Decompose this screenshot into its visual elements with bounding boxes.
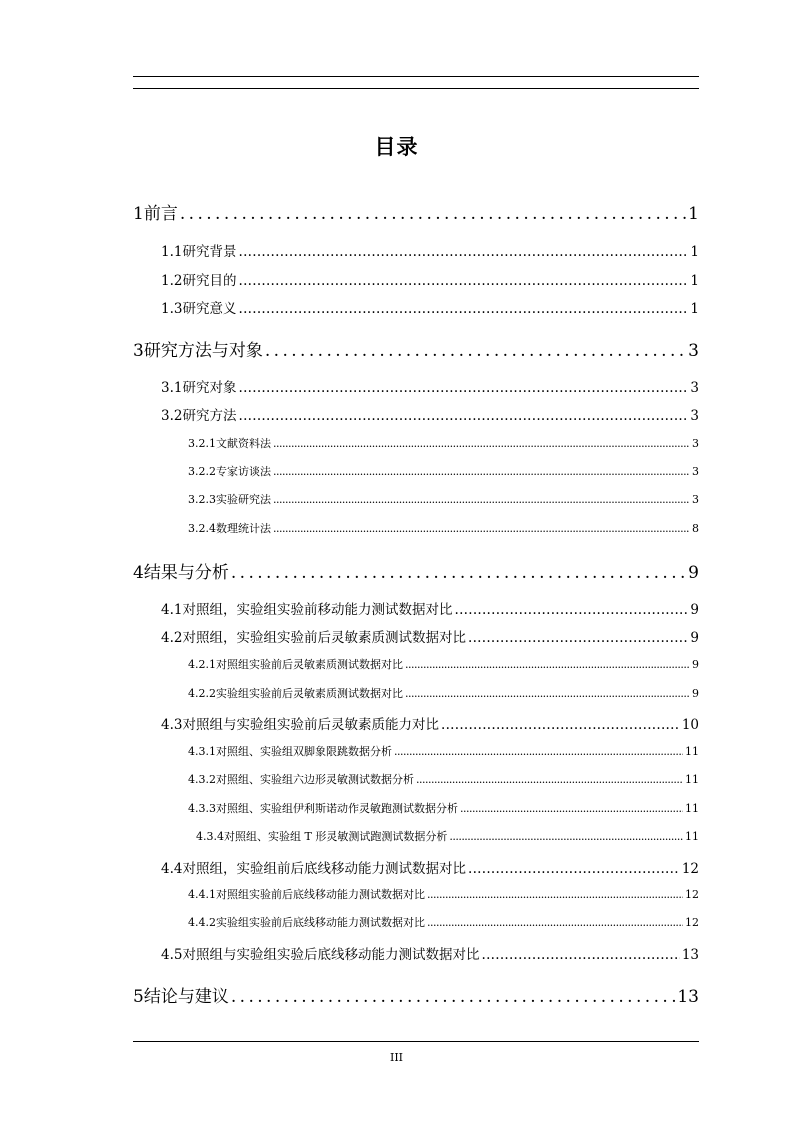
toc-entry-1-3[interactable] xyxy=(161,297,699,317)
toc-entry-number: 1.2 xyxy=(161,273,183,289)
toc-entry-title: 研究背景 xyxy=(182,244,237,260)
toc-entry-title: 对照组与实验组实验前后灵敏素质能力对比 xyxy=(182,717,439,733)
toc-entry-title: 研究意义 xyxy=(182,301,237,317)
toc-entry-number: 3 xyxy=(133,341,144,361)
page-number: III xyxy=(389,1051,404,1064)
toc-entry-page: 3 xyxy=(688,341,699,361)
toc-entry-title: 对照组与实验组实验后底线移动能力测试数据对比 xyxy=(182,947,480,963)
toc-entry-page: 11 xyxy=(685,802,699,815)
toc-entry-title: 对照组、实验组双脚象限跳数据分析 xyxy=(216,745,392,758)
page-title: 目录 xyxy=(374,134,419,159)
toc-entry-number: 4.3.4 xyxy=(196,830,224,843)
toc-entry-number: 3.2.2 xyxy=(188,465,216,478)
toc-entry-page: 11 xyxy=(685,830,699,843)
toc-entry-page: 11 xyxy=(685,745,699,758)
toc-entry-title: 实验组实验前后底线移动能力测试数据对比 xyxy=(216,916,425,929)
toc-entry-3-2-2[interactable] xyxy=(188,463,699,481)
toc-entry-page: 9 xyxy=(690,602,699,618)
toc-entry-number: 5 xyxy=(133,987,144,1007)
toc-entry-title: 数理统计法 xyxy=(216,522,271,535)
toc-dot-leader xyxy=(273,437,690,450)
toc-entry-page: 12 xyxy=(685,916,699,929)
toc-entry-number: 4.4.1 xyxy=(188,888,216,901)
toc-dot-leader xyxy=(454,602,688,618)
toc-dot-leader xyxy=(405,658,690,671)
toc-entry-number: 1 xyxy=(133,204,144,224)
toc-dot-leader xyxy=(427,916,683,929)
toc-entry-page: 8 xyxy=(692,522,699,535)
toc-entry-1-2[interactable] xyxy=(161,269,699,289)
toc-dot-leader xyxy=(238,380,688,396)
toc-entry-3-2[interactable] xyxy=(161,404,699,424)
toc-dot-leader xyxy=(273,522,690,535)
toc-entry-page: 11 xyxy=(685,773,699,786)
toc-dot-leader xyxy=(460,802,683,815)
header-rule-top xyxy=(133,76,699,77)
toc-entry-3-2-4[interactable] xyxy=(188,520,699,538)
toc-dot-leader xyxy=(238,244,688,260)
toc-dot-leader xyxy=(449,830,683,843)
toc-dot-leader xyxy=(427,888,683,901)
toc-entry-number: 4.3.2 xyxy=(188,773,216,786)
toc-dot-leader xyxy=(238,408,688,424)
footer-rule xyxy=(133,1041,699,1042)
toc-entry-4-3-2[interactable] xyxy=(188,771,699,789)
toc-entry-4-1[interactable] xyxy=(161,598,699,618)
toc-entry-title: 文献资料法 xyxy=(216,437,271,450)
toc-entry-number: 3.2.4 xyxy=(188,522,216,535)
toc-entry-title: 研究对象 xyxy=(182,380,237,396)
toc-entry-page: 1 xyxy=(690,273,699,289)
toc-entry-page: 3 xyxy=(692,493,699,506)
toc-entry-number: 4.2 xyxy=(161,630,183,646)
toc-entry-3[interactable] xyxy=(133,336,699,360)
toc-dot-leader xyxy=(273,493,690,506)
toc-entry-title: 实验研究法 xyxy=(216,493,271,506)
toc-entry-title: 研究方法 xyxy=(182,408,237,424)
toc-entry-title: 结果与分析 xyxy=(143,563,229,583)
toc-entry-4-4[interactable] xyxy=(161,857,699,877)
toc-entry-number: 3.1 xyxy=(161,380,183,396)
toc-entry-number: 4.1 xyxy=(161,602,183,618)
toc-entry-4-4-1[interactable] xyxy=(188,886,699,904)
toc-entry-page: 9 xyxy=(692,658,699,671)
toc-entry-title: 对照组，实验组实验前后灵敏素质测试数据对比 xyxy=(182,630,466,646)
toc-entry-title: 对照组，实验组实验前移动能力测试数据对比 xyxy=(182,602,453,618)
toc-dot-leader xyxy=(238,273,688,289)
toc-entry-title: 对照组实验前后底线移动能力测试数据对比 xyxy=(216,888,425,901)
toc-entry-page: 10 xyxy=(681,717,699,733)
toc-entry-4-3-3[interactable] xyxy=(188,800,699,818)
toc-entry-title: 对照组、实验组六边形灵敏测试数据分析 xyxy=(216,773,414,786)
toc-entry-title: 对照组、实验组伊利斯诺动作灵敏跑测试数据分析 xyxy=(216,802,458,815)
toc-entry-page: 9 xyxy=(692,687,699,700)
toc-entry-5[interactable] xyxy=(133,982,699,1006)
toc-entry-page: 12 xyxy=(681,861,699,877)
toc-dot-leader xyxy=(416,773,683,786)
toc-dot-leader xyxy=(265,341,686,361)
toc-entry-number: 4.5 xyxy=(161,947,183,963)
toc-entry-number: 4.3 xyxy=(161,717,183,733)
toc-entry-page: 9 xyxy=(688,563,699,583)
toc-entry-page: 1 xyxy=(690,301,699,317)
toc-entry-3-2-3[interactable] xyxy=(188,491,699,509)
toc-entry-title: 对照组、实验组 T 形灵敏测试跑测试数据分析 xyxy=(224,830,448,843)
toc-entry-number: 3.2 xyxy=(161,408,183,424)
toc-entry-number: 4.3.1 xyxy=(188,745,216,758)
toc-entry-title: 研究方法与对象 xyxy=(143,341,263,361)
toc-dot-leader xyxy=(238,301,688,317)
toc-entry-number: 1.1 xyxy=(161,244,183,260)
toc-entry-title: 对照组，实验组前后底线移动能力测试数据对比 xyxy=(182,861,466,877)
toc-dot-leader xyxy=(231,987,676,1007)
toc-entry-1[interactable] xyxy=(133,199,699,223)
toc-entry-page: 13 xyxy=(681,947,699,963)
toc-dot-leader xyxy=(405,687,690,700)
toc-dot-leader xyxy=(231,563,686,583)
toc-entry-4-2[interactable] xyxy=(161,626,699,646)
toc-entry-4-2-1[interactable] xyxy=(188,656,699,674)
toc-entry-page: 12 xyxy=(685,888,699,901)
toc-entry-title: 对照组实验前后灵敏素质测试数据对比 xyxy=(216,658,403,671)
header-rule-bottom xyxy=(133,88,699,89)
toc-entry-4-2-2[interactable] xyxy=(188,685,699,703)
toc-entry-4-4-2[interactable] xyxy=(188,914,699,932)
toc-entry-number: 3.2.3 xyxy=(188,493,216,506)
toc-entry-1-1[interactable] xyxy=(161,240,699,260)
toc-dot-leader xyxy=(273,465,690,478)
toc-entry-number: 4.4 xyxy=(161,861,183,877)
toc-entry-page: 1 xyxy=(690,244,699,260)
toc-entry-number: 4 xyxy=(133,563,144,583)
toc-entry-number: 4.4.2 xyxy=(188,916,216,929)
toc-dot-leader xyxy=(180,204,686,224)
toc-dot-leader xyxy=(481,947,679,963)
toc-entry-title: 研究目的 xyxy=(182,273,237,289)
toc-entry-4-3-1[interactable] xyxy=(188,743,699,761)
toc-entry-page: 3 xyxy=(692,437,699,450)
toc-dot-leader xyxy=(468,630,688,646)
toc-entry-page: 1 xyxy=(688,204,699,224)
toc-entry-4-5[interactable] xyxy=(161,943,699,963)
toc-entry-title: 专家访谈法 xyxy=(216,465,271,478)
toc-entry-page: 13 xyxy=(677,987,699,1007)
toc-entry-title: 结论与建议 xyxy=(143,987,229,1007)
toc-entry-4-3-4[interactable] xyxy=(196,828,699,846)
toc-entry-number: 3.2.1 xyxy=(188,437,216,450)
toc-entry-title: 前言 xyxy=(143,204,178,224)
toc-entry-number: 4.2.1 xyxy=(188,658,216,671)
toc-entry-number: 4.2.2 xyxy=(188,687,216,700)
toc-dot-leader xyxy=(441,717,680,733)
toc-entry-3-2-1[interactable] xyxy=(188,435,699,453)
toc-entry-4[interactable] xyxy=(133,558,699,582)
toc-entry-title: 实验组实验前后灵敏素质测试数据对比 xyxy=(216,687,403,700)
toc-entry-page: 9 xyxy=(690,630,699,646)
toc-entry-3-1[interactable] xyxy=(161,376,699,396)
toc-entry-page: 3 xyxy=(690,380,699,396)
toc-entry-number: 1.3 xyxy=(161,301,183,317)
toc-dot-leader xyxy=(468,861,680,877)
toc-entry-page: 3 xyxy=(690,408,699,424)
toc-entry-4-3[interactable] xyxy=(161,713,699,733)
toc-entry-number: 4.3.3 xyxy=(188,802,216,815)
toc-dot-leader xyxy=(394,745,683,758)
toc-entry-page: 3 xyxy=(692,465,699,478)
